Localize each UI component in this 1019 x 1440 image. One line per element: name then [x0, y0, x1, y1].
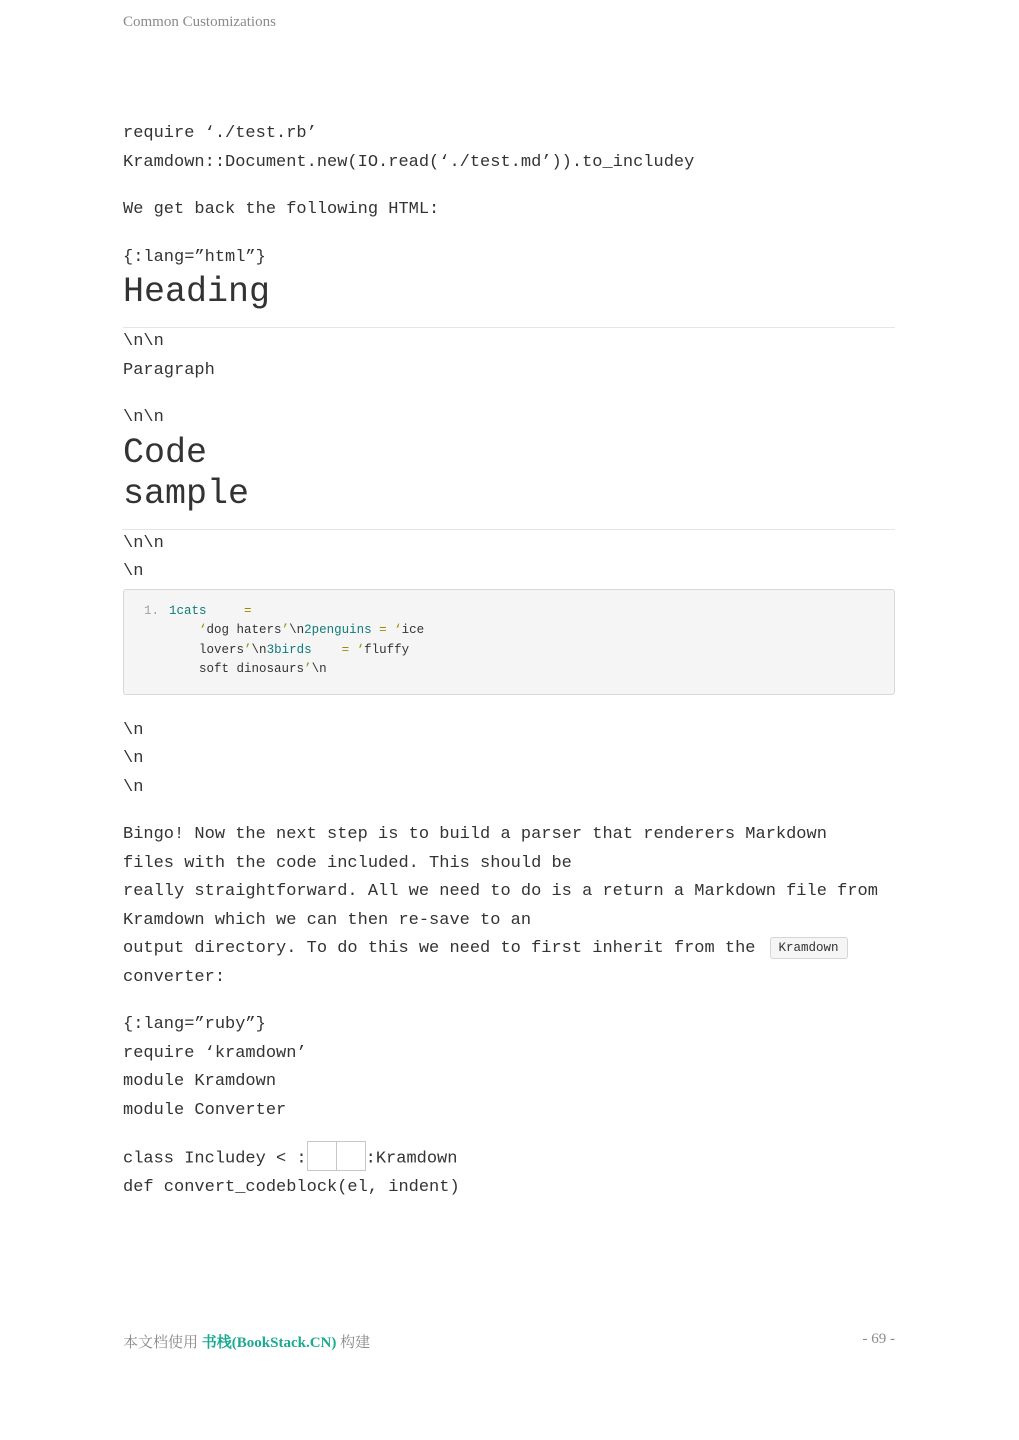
code-token: \n	[311, 662, 327, 677]
class-block	[123, 1144, 895, 1203]
footer-prefix: 本文档使用	[123, 1335, 199, 1351]
bookstack-link[interactable]: 书栈(BookStack.CN)	[201, 1335, 337, 1351]
paragraph-line: Bingo! Now the next step is to build a parser that renderers Markdown	[123, 825, 827, 845]
paragraph-line: Kramdown which we can then re-save to an	[123, 910, 532, 930]
escape-line: \n\n	[123, 533, 164, 553]
code-token: \n	[251, 642, 267, 657]
escape-line: \n\n	[123, 332, 164, 351]
escape-line: \n	[123, 749, 144, 769]
paragraph-line: converter:	[123, 967, 226, 987]
require-block	[123, 120, 895, 177]
inline-code-kramdown: Kramdown	[770, 937, 848, 959]
table-cell	[336, 1142, 365, 1171]
html-intro-text: We get back the following HTML:	[123, 200, 440, 219]
footer-suffix: 构建	[340, 1335, 371, 1351]
code-token: lovers	[199, 642, 245, 657]
code-token: ’	[304, 662, 312, 677]
code-token: ‘	[199, 623, 207, 638]
code-token: ’	[281, 623, 290, 638]
code-content	[169, 602, 876, 680]
heading-line: Code	[123, 432, 208, 473]
code-token: ice	[401, 623, 425, 638]
code-line: {:lang=”ruby”}	[123, 1015, 266, 1035]
code-token: 2	[304, 623, 312, 638]
code-token: ‘	[394, 623, 402, 638]
code-block	[123, 589, 895, 695]
code-token: =	[341, 642, 350, 657]
lang-html-marker: {:lang=”html”}	[123, 247, 266, 267]
code-token: 1	[169, 603, 177, 618]
escape-line: \n	[123, 562, 144, 581]
code-token: birds	[274, 642, 312, 657]
class-line	[123, 1144, 895, 1174]
escape-line: \n\n	[123, 408, 164, 427]
document-page	[123, 0, 895, 1440]
code-token: penguins	[311, 623, 372, 638]
paragraph-line: Paragraph	[123, 360, 215, 380]
code-token: 3	[266, 642, 275, 657]
code-token: soft dinosaurs	[199, 662, 305, 677]
code-token: fluffy	[364, 642, 410, 657]
page-content	[123, 120, 895, 1203]
pre-code-lines	[123, 530, 895, 587]
code-token: ‘	[356, 642, 365, 657]
code-token: ’	[244, 642, 252, 657]
code-line: module Kramdown	[123, 1072, 277, 1092]
heading-line: sample	[123, 473, 250, 514]
code-line: require ‘./test.rb’	[123, 124, 317, 143]
bingo-paragraph	[123, 821, 895, 992]
paragraph-line	[123, 935, 895, 964]
paragraph-line: files with the code included. This should be	[123, 853, 572, 873]
class-suffix: :Kramdown	[365, 1149, 458, 1169]
table-cell	[307, 1142, 336, 1171]
code-token: \n	[289, 623, 305, 638]
code-sample-heading	[123, 433, 895, 530]
code-token: =	[244, 603, 252, 618]
paragraph-block	[123, 328, 895, 385]
paragraph-line: really straightforward. All we need to do is a return a Markdown file from	[123, 882, 878, 902]
escape-line: \n	[123, 720, 144, 740]
heading-title: Heading	[123, 272, 895, 328]
escape-line: \n	[123, 777, 144, 797]
class-prefix: class Includey < :	[123, 1149, 307, 1169]
code-line: require ‘kramdown’	[123, 1043, 307, 1063]
line-number: 1.	[144, 603, 160, 618]
running-header: Common Customizations	[123, 14, 276, 30]
empty-table	[307, 1141, 366, 1171]
code-line: module Converter	[123, 1100, 287, 1120]
ruby-block	[123, 1011, 895, 1125]
post-code-lines	[123, 717, 895, 803]
code-token: dog haters	[206, 623, 282, 638]
code-token: cats	[176, 603, 207, 618]
page-number: - 69 -	[862, 1331, 895, 1347]
code-line: Kramdown::Document.new(IO.read(‘./test.md’)).to_includey	[123, 152, 695, 172]
code-token: =	[379, 623, 387, 638]
page-footer	[123, 1331, 895, 1352]
def-line: def convert_codeblock(el, indent)	[123, 1178, 460, 1198]
paragraph-text: output directory. To do this we need to first inherit from the	[123, 939, 756, 959]
